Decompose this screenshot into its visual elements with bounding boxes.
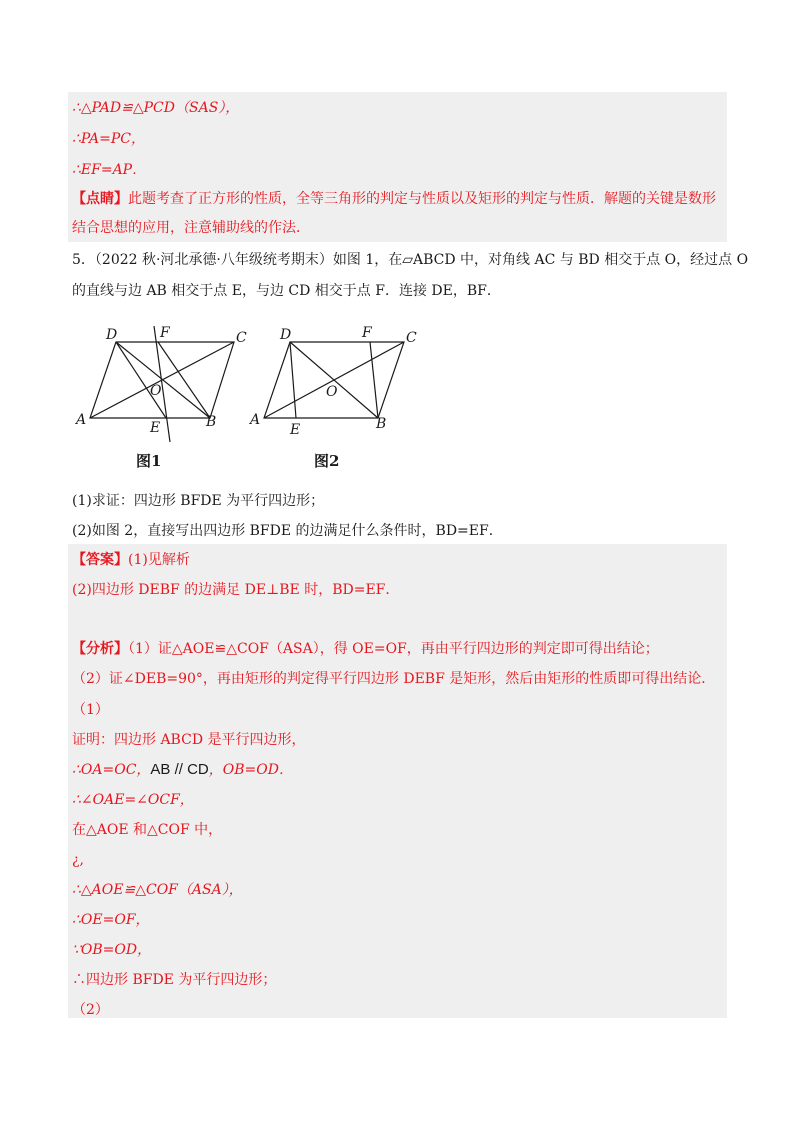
label-a-fig1: A [76, 412, 87, 428]
proof-ob-od: ，OB=OD． [208, 762, 293, 778]
segment-de-2 [290, 342, 296, 418]
label-d-fig2: D [280, 327, 292, 343]
proof-line: 在△AOE 和△COF 中， [72, 822, 223, 838]
proof-conclusion: ∴四边形 BFDE 为平行四边形； [72, 972, 277, 988]
label-f-fig1: F [160, 325, 170, 341]
label-b-fig1: B [206, 414, 217, 430]
proof-line: 证明：四边形 ABCD 是平行四边形， [72, 732, 306, 748]
geometry-figures [70, 318, 470, 478]
proof-ab-parallel-cd: AB // CD [150, 761, 209, 778]
analysis-tag: 【分析】 [72, 641, 128, 657]
segment-de-1 [116, 342, 166, 418]
solution-line: ∴EF=AP． [72, 162, 147, 178]
answer-line-2: (2)四边形 DEBF 的边满足 DE⊥BE 时，BD=EF． [72, 582, 400, 598]
proof-line: ¿, [72, 852, 84, 868]
solution-line: ∴△PAD≌△PCD（SAS）， [72, 100, 240, 116]
comment-text: 此题考查了正方形的性质，全等三角形的判定与性质以及矩形的判定与性质．解题的关键是数形 [128, 191, 716, 207]
segment-bf-1 [158, 342, 210, 418]
solution-line: ∴PA=PC， [72, 131, 146, 147]
figure-2-caption: 图2 [314, 452, 340, 470]
segment-bf-2 [370, 342, 378, 418]
proof-line: ∴∠OAE=∠OCF， [72, 792, 194, 808]
label-d-fig1: D [106, 327, 118, 343]
proof-line-parallel [72, 760, 728, 780]
label-o-fig1: O [150, 383, 162, 399]
part-2-heading: （2） [72, 1002, 109, 1018]
diagonal-bd-1 [116, 342, 210, 418]
answer-tag: 【答案】 [72, 552, 128, 568]
comment-paragraph [72, 189, 728, 209]
label-c-fig1: C [236, 330, 247, 346]
analysis-line-1 [72, 639, 728, 659]
question-2: (2)如图 2，直接写出四边形 BFDE 的边满足什么条件时，BD=EF． [72, 523, 503, 539]
problem-stem: 5．（2022 秋·河北承德·八年级统考期末）如图 1，在▱ABCD 中，对角线 AC 与 BD 相交于点 O，经过点 O [72, 252, 749, 268]
label-c-fig2: C [406, 330, 417, 346]
part-1-heading: （1） [72, 702, 109, 718]
proof-line: ∴△AOE≌△COF（ASA）， [72, 882, 243, 898]
label-o-fig2: O [326, 384, 338, 400]
problem-stem-line2: 的直线与边 AB 相交于点 E，与边 CD 相交于点 F．连接 DE，BF． [72, 283, 501, 299]
proof-oa-oc: ∴OA=OC， [72, 762, 151, 778]
proof-line: ∴OE=OF， [72, 912, 150, 928]
comment-tag: 【点睛】 [72, 191, 128, 207]
comment-text-line2: 结合思想的应用，注意辅助线的作法． [72, 220, 310, 236]
answer-line-1 [72, 550, 728, 570]
label-e-fig1: E [150, 420, 161, 436]
label-f-fig2: F [362, 325, 372, 341]
label-e-fig2: E [290, 422, 301, 438]
diagonal-bd-2 [290, 342, 378, 418]
analysis-line-2: （2）证∠DEB=90°，再由矩形的判定得平行四边形 DEBF 是矩形，然后由矩形的性质即可得出结论． [72, 671, 716, 687]
figure-1-caption: 图1 [136, 452, 162, 470]
label-a-fig2: A [250, 412, 261, 428]
question-1: (1)求证：四边形 BFDE 为平行四边形； [72, 493, 325, 509]
analysis-text: （1）证△AOE≌△COF（ASA），得 OE=OF，再由平行四边形的判定即可得出结论； [128, 641, 659, 657]
figure-2 [264, 342, 404, 418]
answer-text: (1)见解析 [128, 552, 190, 568]
label-b-fig2: B [376, 416, 387, 432]
proof-line: ∵OB=OD， [72, 942, 152, 958]
